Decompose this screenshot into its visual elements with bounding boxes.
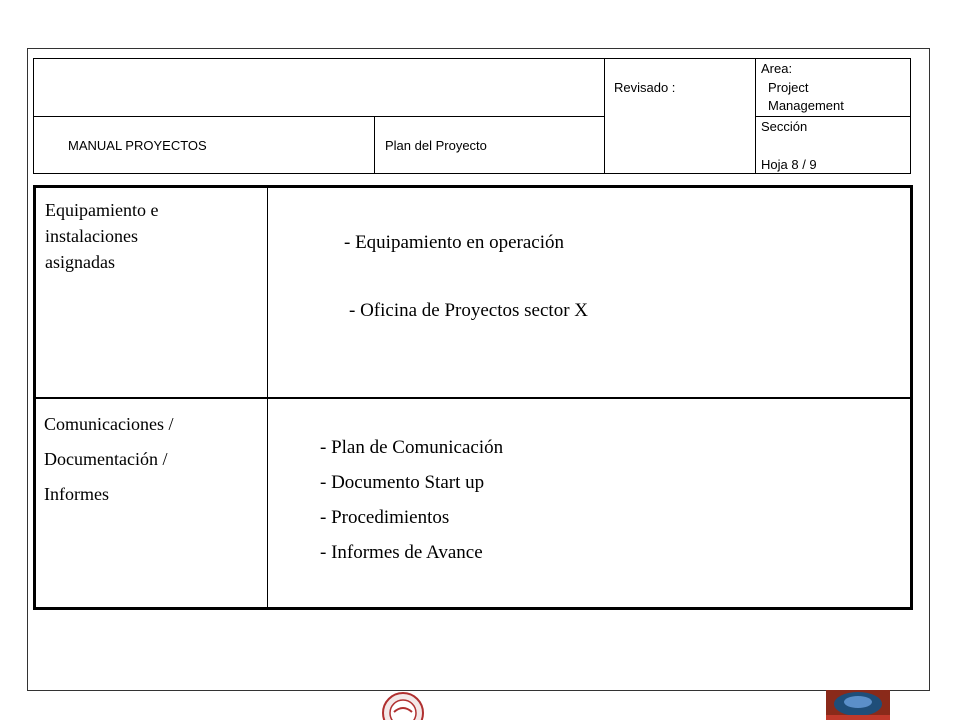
plan-label: Plan del Proyecto: [385, 138, 487, 153]
revisado-label: Revisado :: [614, 80, 676, 95]
list-item: - Documento Start up: [320, 472, 485, 493]
header-revisado-cell: [604, 58, 756, 174]
company-logo-icon: [826, 690, 890, 720]
area-value-line1: Project: [768, 80, 809, 95]
row-label-line: Documentación /: [44, 449, 168, 469]
row-items-comunicaciones: [320, 430, 503, 570]
row-label-line: instalaciones: [45, 226, 138, 246]
list-item: - Plan de Comunicación: [320, 437, 504, 458]
seccion-label: Sección: [761, 119, 808, 134]
list-item: - Oficina de Proyectos sector X: [349, 300, 589, 321]
seal-logo-icon: [380, 690, 426, 720]
row-label-comunicaciones: [44, 407, 173, 512]
area-value-line2: Management: [768, 98, 844, 113]
list-item: - Informes de Avance: [320, 542, 483, 563]
area-label: Area:: [761, 61, 793, 76]
row-label-line: Comunicaciones /: [44, 414, 174, 434]
row-label-line: Equipamiento e: [45, 200, 159, 220]
row-label-line: asignadas: [45, 252, 115, 272]
list-item: - Equipamiento en operación: [344, 232, 565, 253]
table-row-divider: [36, 397, 910, 399]
manual-label: MANUAL PROYECTOS: [68, 138, 207, 153]
header-top-left-cell: [33, 58, 605, 117]
list-item: - Procedimientos: [320, 507, 450, 528]
row-label-line: Informes: [44, 484, 109, 504]
row-label-equipamiento: [45, 197, 158, 275]
hoja-label: Hoja 8 / 9: [761, 157, 817, 172]
